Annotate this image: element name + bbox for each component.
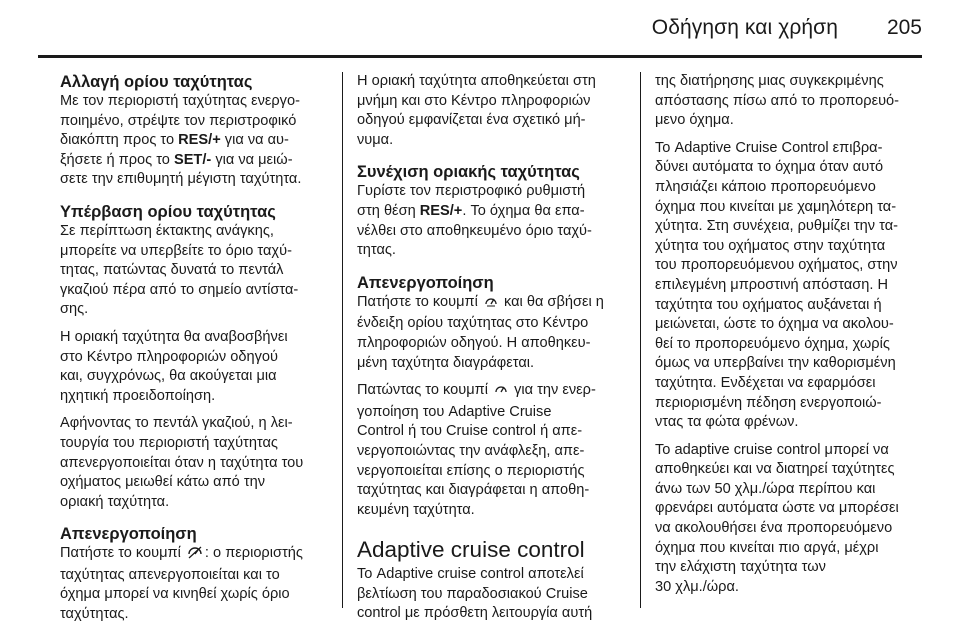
key-label: RES/+ — [419, 202, 463, 219]
text-line: Το Adaptive cruise control αποτελεί — [357, 566, 584, 583]
column-2 — [357, 72, 629, 636]
text-line: ταχύτητας απενεργοποιείται και το — [60, 566, 280, 583]
paragraph: Το Adaptive Cruise Control επιβρα- δύνει αυτόματα το όχημα όταν αυτό πλησιάζει κάποιο προπορευόμενο όχημα που κινείται με χαμηλότερη τα- χύτητα. Στη συνέχεια, ρυθμίζει την τα- χύτητα του οχήματος στην ταχύτητα του προπορευόμενου οχήματος, στην επιλεγμένη μπροστινή απόσταση. Η ταχύτητα του οχήματος αυξάνεται ή μειώνεται, ώστε το όχημα να ακολου- θεί το προπορευόμενο όχημα, χωρίς όμως να υπερβαίνει την καθορισμένη ταχύτητα. Ενδέχεται να εφαρμόσει περιορισμένη πέδηση ενεργοποιώ- ντας τα φώτα φρένων. — [655, 139, 899, 431]
text-line: ξήσετε ή προς το SET/- για να μειώ- — [60, 151, 293, 168]
page-header — [0, 0, 960, 56]
text-line: τητας. — [357, 242, 396, 259]
paragraph: Πατήστε το κουμπί και θα σβήσει η ένδειξη ορίου ταχύτητας στο Κέντρο πληροφοριών οδηγού. Η αποθηκευ- μένη ταχύτητα διαγράφεται. — [357, 293, 629, 373]
text-line: βελτίωση του παραδοσιακού Cruise — [357, 585, 588, 602]
speed-limiter-icon — [484, 294, 498, 315]
section-change-speed-limit — [60, 72, 332, 190]
text-line: Με τον περιοριστή ταχύτητας ενεργο- — [60, 93, 300, 109]
paragraph: Η οριακή ταχύτητα αποθηκεύεται στη μνήμη και στο Κέντρο πληροφοριών οδηγού εμφανίζεται ένα σχετικό μή- νυμα. — [357, 73, 596, 148]
paragraph: Σε περίπτωση έκτακτης ανάγκης, μπορείτε να υπερβείτε το όριο ταχύ- τητας, πατώντας δυνατά το πεντάλ γκαζιού πέρα από το σημείο αντίστα- σης. — [60, 222, 299, 318]
text-line: νέλθει στο αποθηκευμένο όριο ταχύ- — [357, 222, 592, 239]
paragraph: Πατώντας το κουμπί για την ενερ- γοποίηση του Adaptive Cruise Control ή του Cruise control ή απε- νεργοποιώντας την ανάφλεξη, απε- νεργοποιείται επίσης ο περιοριστής ταχύτητας και διαγράφεται η αποθη- κευμένη ταχύτητα. — [357, 381, 629, 520]
text-line: Πατήστε το κουμπί και θα σβήσει η — [357, 293, 629, 315]
key-label: RES/+ — [178, 132, 221, 149]
text-line: Γυρίστε τον περιστροφικό ρυθμιστή — [357, 183, 586, 200]
cruise-control-icon — [494, 382, 508, 403]
column-3 — [655, 72, 927, 605]
text-line: στη θέση RES/+. Το όχημα θα επα- — [357, 202, 585, 219]
section-exceed-speed-limit — [60, 202, 332, 512]
text-line: διακόπτη προς το RES/+ για να αυ- — [60, 132, 289, 149]
text-line: ταχύτητας. — [60, 606, 129, 623]
text-line: control με πρόσθετη λειτουργία αυτή — [357, 605, 593, 622]
text-line: σετε την επιθυμητή μέγιστη ταχύτητα. — [60, 171, 302, 188]
section-deactivation-2 — [357, 273, 629, 521]
text-line: όχημα μπορεί να κινηθεί χωρίς όριο — [60, 586, 290, 603]
key-label: SET/- — [173, 151, 212, 168]
section-heading: Συνέχιση οριακής ταχύτητας — [357, 163, 580, 182]
text-line: Πατήστε το κουμπί : ο περιοριστής — [60, 544, 332, 566]
text-line: ποιημένο, στρέψτε τον περιστροφικό — [60, 112, 297, 129]
section-resume-speed-limit — [357, 162, 629, 260]
paragraph: της διατήρησης μιας συγκεκριμένης απόστασης πίσω από το προπορευό- μενο όχημα. — [655, 73, 900, 129]
page-number: 205 — [886, 16, 922, 39]
section-deactivation — [60, 524, 332, 624]
column-1 — [60, 72, 332, 637]
section-heading: Απενεργοποίηση — [60, 525, 197, 544]
column-divider — [640, 72, 641, 608]
paragraph: Αφήνοντας το πεντάλ γκαζιού, η λει- τουργία του περιοριστή ταχύτητας απενεργοποιείται όταν η ταχύτητα του οχήματος μειωθεί κάτω από την οριακή ταχύτητα. — [60, 415, 304, 510]
section-heading: Αλλαγή ορίου ταχύτητας — [60, 73, 253, 91]
section-heading: Υπέρβαση ορίου ταχύτητας — [60, 202, 276, 221]
paragraph: Η οριακή ταχύτητα θα αναβοσβήνει στο Κέντρο πληροφοριών οδηγού και, συγχρόνως, θα ακούγεται μια ηχητική προειδοποίηση. — [60, 328, 288, 404]
page-title: Οδήγηση και χρήση — [651, 16, 838, 39]
section-title: Adaptive cruise control — [357, 537, 585, 563]
paragraph: Το adaptive cruise control μπορεί να αποθηκεύει και να διατηρεί ταχύτητες άνω των 50 χλμ./ώρα περίπου και φρενάρει αυτόματα ώστε να μπορέσει να ακολουθήσει ένα προπορευόμενο όχημα που κινείται πιο αργά, μέχρι την ελάχιστη ταχύτητα των 30 χλμ./ώρα. — [655, 441, 899, 595]
header-divider — [38, 55, 922, 58]
speed-limiter-off-icon — [187, 545, 203, 566]
column-divider — [342, 72, 343, 608]
text-line: Πατώντας το κουμπί για την ενερ- — [357, 381, 629, 403]
section-heading: Απενεργοποίηση — [357, 273, 494, 292]
section-adaptive-cruise-control — [357, 536, 629, 624]
